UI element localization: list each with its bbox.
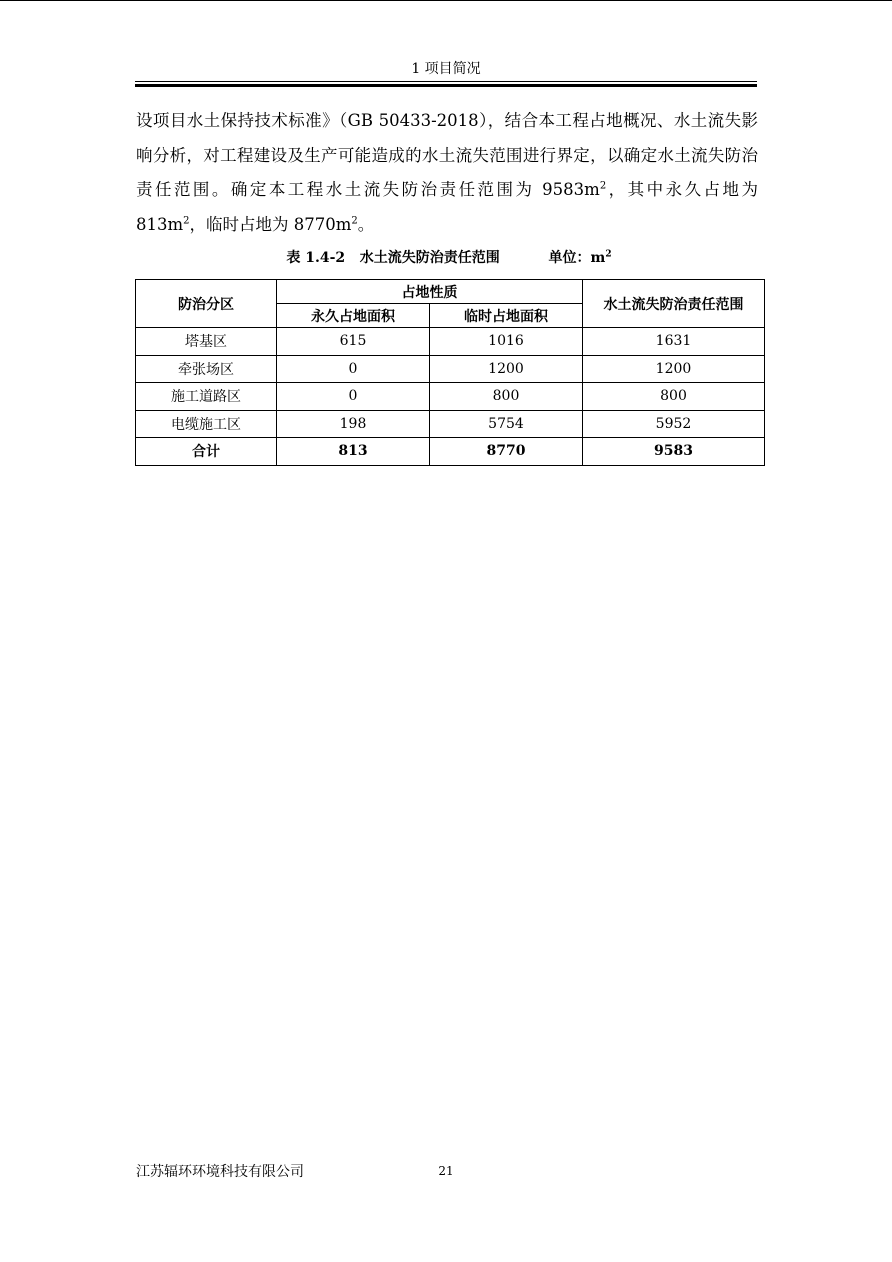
cell-total: 5952	[583, 410, 765, 438]
cell-total: 1631	[583, 328, 765, 356]
cell-temporary: 1016	[430, 328, 583, 356]
cell-zone: 施工道路区	[136, 383, 277, 411]
cell-permanent: 615	[277, 328, 430, 356]
superscript-3: 2	[351, 215, 358, 226]
cell-permanent: 0	[277, 355, 430, 383]
body-paragraph	[136, 104, 758, 242]
running-header: 1 项目简况	[411, 61, 481, 77]
table-header-row	[136, 280, 765, 304]
cell-total: 1200	[583, 355, 765, 383]
cell-temporary: 5754	[430, 410, 583, 438]
cell-zone: 牵张场区	[136, 355, 277, 383]
table-row	[136, 355, 765, 383]
table-caption	[135, 248, 763, 268]
cell-temporary: 800	[430, 383, 583, 411]
paragraph-text-2: ，其中永久占地为 813m	[136, 180, 758, 234]
table-caption-superscript: 2	[605, 249, 612, 260]
page-number: 21	[438, 1164, 454, 1178]
cell-temporary: 8770	[430, 438, 583, 466]
table-caption-text: 表 1.4-2 水土流失防治责任范围 单位：m	[286, 250, 606, 266]
header-rule-thick	[135, 84, 757, 87]
cell-total: 800	[583, 383, 765, 411]
table-row	[136, 383, 765, 411]
cell-zone: 合计	[136, 438, 277, 466]
header-land-nature: 占地性质	[277, 280, 583, 304]
page-top-border	[0, 0, 892, 1]
cell-total: 9583	[583, 438, 765, 466]
table-row	[136, 410, 765, 438]
superscript-1: 2	[599, 180, 607, 192]
header-responsibility: 水土流失防治责任范围	[583, 280, 765, 328]
table-row	[136, 328, 765, 356]
paragraph-text-3: ，临时占地为 8770m	[189, 214, 352, 234]
header-rule-thin	[135, 81, 757, 82]
paragraph-text-4: 。	[357, 214, 375, 234]
cell-zone: 塔基区	[136, 328, 277, 356]
table-total-row	[136, 438, 765, 466]
cell-permanent: 813	[277, 438, 430, 466]
header-zone: 防治分区	[136, 280, 277, 328]
header-permanent: 永久占地面积	[277, 304, 430, 328]
responsibility-table	[135, 279, 765, 466]
cell-zone: 电缆施工区	[136, 410, 277, 438]
superscript-2: 2	[183, 215, 190, 226]
cell-permanent: 198	[277, 410, 430, 438]
footer-company: 江苏辐环环境科技有限公司	[136, 1164, 304, 1180]
header-temporary: 临时占地面积	[430, 304, 583, 328]
paragraph-text-1: 设项目水土保持技术标准》（GB 50433-2018），结合本工程占地概况、水土流失影响分析，对工程建设及生产可能造成的水土流失范围进行界定，以确定水土流失防治责任范围。确定本工程水土流失防治责任范围为 9583m	[136, 111, 758, 199]
cell-temporary: 1200	[430, 355, 583, 383]
cell-permanent: 0	[277, 383, 430, 411]
